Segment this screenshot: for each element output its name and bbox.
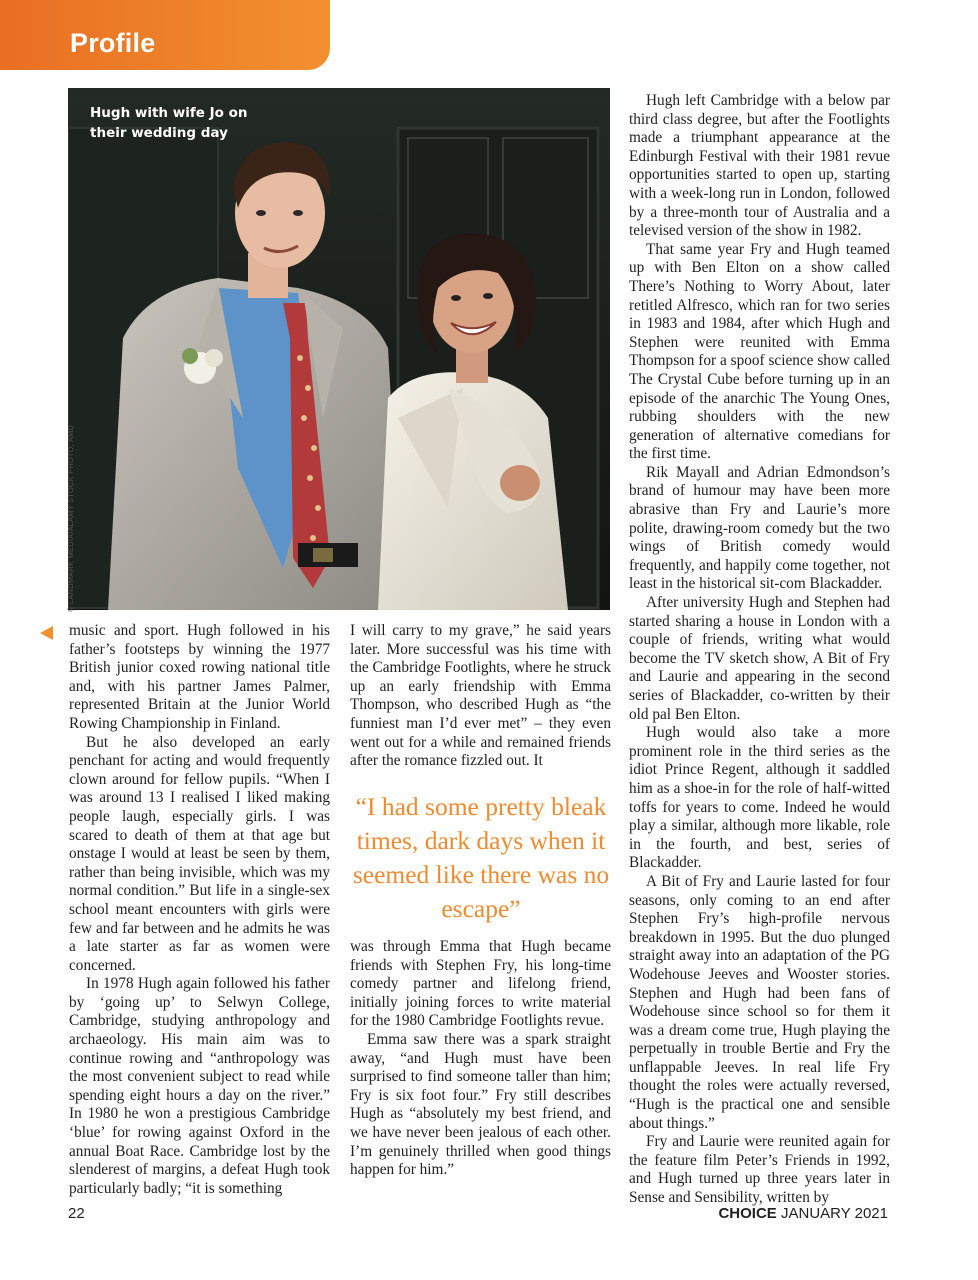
continued-arrow-icon — [40, 626, 53, 640]
paragraph: Fry and Laurie were reunited again for the feature film Peter’s Friends in 1992, and Hugh turned up three years later in Sense and Sensibility, written by — [629, 1133, 890, 1207]
section-tab — [0, 0, 330, 70]
issue-date: JANUARY 2021 — [780, 1205, 888, 1222]
paragraph: Emma saw there was a spark straight away, “and Hugh must have been surprised to find someone taller than him; Fry is six foot four.” Fry still describes Hugh as “absolutely my best friend, and we have never been jealous of each other. I’m genuinely thrilled when good things happen for him.” — [350, 1030, 611, 1179]
magazine-footer — [718, 1205, 888, 1222]
paragraph: was through Emma that Hugh became friends with Stephen Fry, his long-time comedy partner and lifelong friend, initially joining forces to write material for the 1980 Cambridge Footlights revue. — [350, 938, 611, 1030]
wedding-photo — [68, 88, 610, 610]
article-column-1 — [69, 622, 330, 1198]
wedding-photo-illustration — [68, 88, 610, 610]
paragraph: A Bit of Fry and Laurie lasted for four seasons, only coming to an end after Stephen Fry’s high-profile nervous breakdown in 1995. But the duo plunged straight away into an adaptation of the PG Wodehouse Jeeves and Wooster stories. Stephen and Hugh had been fans of Wodehouse since school so for them it was a dream come true, Hugh playing the perpetually in trouble Bertie and Fry the unflappable Jeeves. In real life Fry thought the roles were actually reversed, “Hugh is the practical one and sensible about things.” — [629, 872, 890, 1132]
paragraph: Hugh left Cambridge with a below par third class degree, but after the Footlights made a triumphant appearance at the Edinburgh Festival with their 1981 revue opportunities started to open up, starting with a week-long run in London, followed by a three-month tour of Australia and a televised version of the show in 1982. — [629, 92, 890, 240]
paragraph: After university Hugh and Stephen had started sharing a house in London with a couple of friends, writing what would become the TV sketch show, A Bit of Fry and Laurie and appearing in the second series of Blackadder, co-written by their old pal Ben Elton. — [629, 594, 890, 723]
paragraph: That same year Fry and Hugh teamed up with Ben Elton on a show called There’s Nothing to Worry About, later retitled Alfresco, which ran for two series in 1983 and 1984, after which Hugh and Stephen were reunited with Emma Thompson for a spoof science show called The Crystal Cube before turning up in an episode of the anarchic The Young Ones, rubbing shoulders with the new generation of alternative comedians for the first time. — [629, 240, 890, 463]
paragraph: But he also developed an early penchant for acting and would frequently clown around for fellow pupils. “When I was around 13 I realised I liked making people laugh, especially girls. I was scared to death of them at that age but onstage I would at least be seen by them, rather than being invisible, which was my normal condition.” But life in a single-sex school meant encounters with girls were few and far between and he admits he was a late starter as far as women were concerned. — [69, 733, 330, 974]
paragraph: Hugh would also take a more prominent role in the third series as the idiot Prince Regent, although it saddled him as a shoe-in for the role of half-witted toffs for years to come. Indeed he would play a similar, although more likable, role in the fourth, and best, series of Blackadder. — [629, 724, 890, 872]
page-number: 22 — [68, 1205, 85, 1222]
article-column-2-bottom — [350, 938, 611, 1180]
pull-quote: “I had some pretty bleak times, dark days when it seemed like there was no escape” — [352, 792, 610, 923]
article-column-2-top — [350, 622, 611, 771]
paragraph: music and sport. Hugh followed in his father’s footsteps by winning the 1977 British junior coxed rowing national title and, with his partner James Palmer, represented Britain at the Junior World Rowing Championship in Finland. — [69, 622, 330, 732]
section-title: Profile — [70, 28, 156, 58]
paragraph: In 1978 Hugh again followed his father by ‘going up’ to Selwyn College, Cambridge, studying anthropology and archaeology. His main aim was to continue rowing and “anthropology was the most convenient subject to read while spending eight hours a day on the river.” In 1980 he won a prestigious Cambridge ‘blue’ for rowing against Oxford in the annual Boat Race. Cambridge lost by the slenderest of margins, a defeat Hugh took particularly badly; “it is something — [69, 975, 330, 1197]
magazine-name: CHOICE — [718, 1205, 777, 1222]
paragraph: I will carry to my grave,” he said years later. More successful was his time with the Cambridge Footlights, where he struck up an early friendship with Emma Thompson, who described Hugh as “the funniest man I’d ever met” – they even went out for a while and remained friends after the romance fizzled out. It — [350, 622, 611, 770]
photo-credit: © LANDMARK MEDIA/ALAMY STOCK PHOTO; AMD — [66, 424, 75, 612]
article-column-3 — [629, 92, 890, 1208]
photo-caption: Hugh with wife Jo on their wedding day — [90, 105, 248, 141]
paragraph: Rik Mayall and Adrian Edmondson’s brand of humour may have been more abrasive than Fry and Laurie’s more polite, drawing-room comedy but the two wings of British comedy would frequently, and happily come together, not least in the historical sit-com Blackadder. — [629, 463, 890, 593]
